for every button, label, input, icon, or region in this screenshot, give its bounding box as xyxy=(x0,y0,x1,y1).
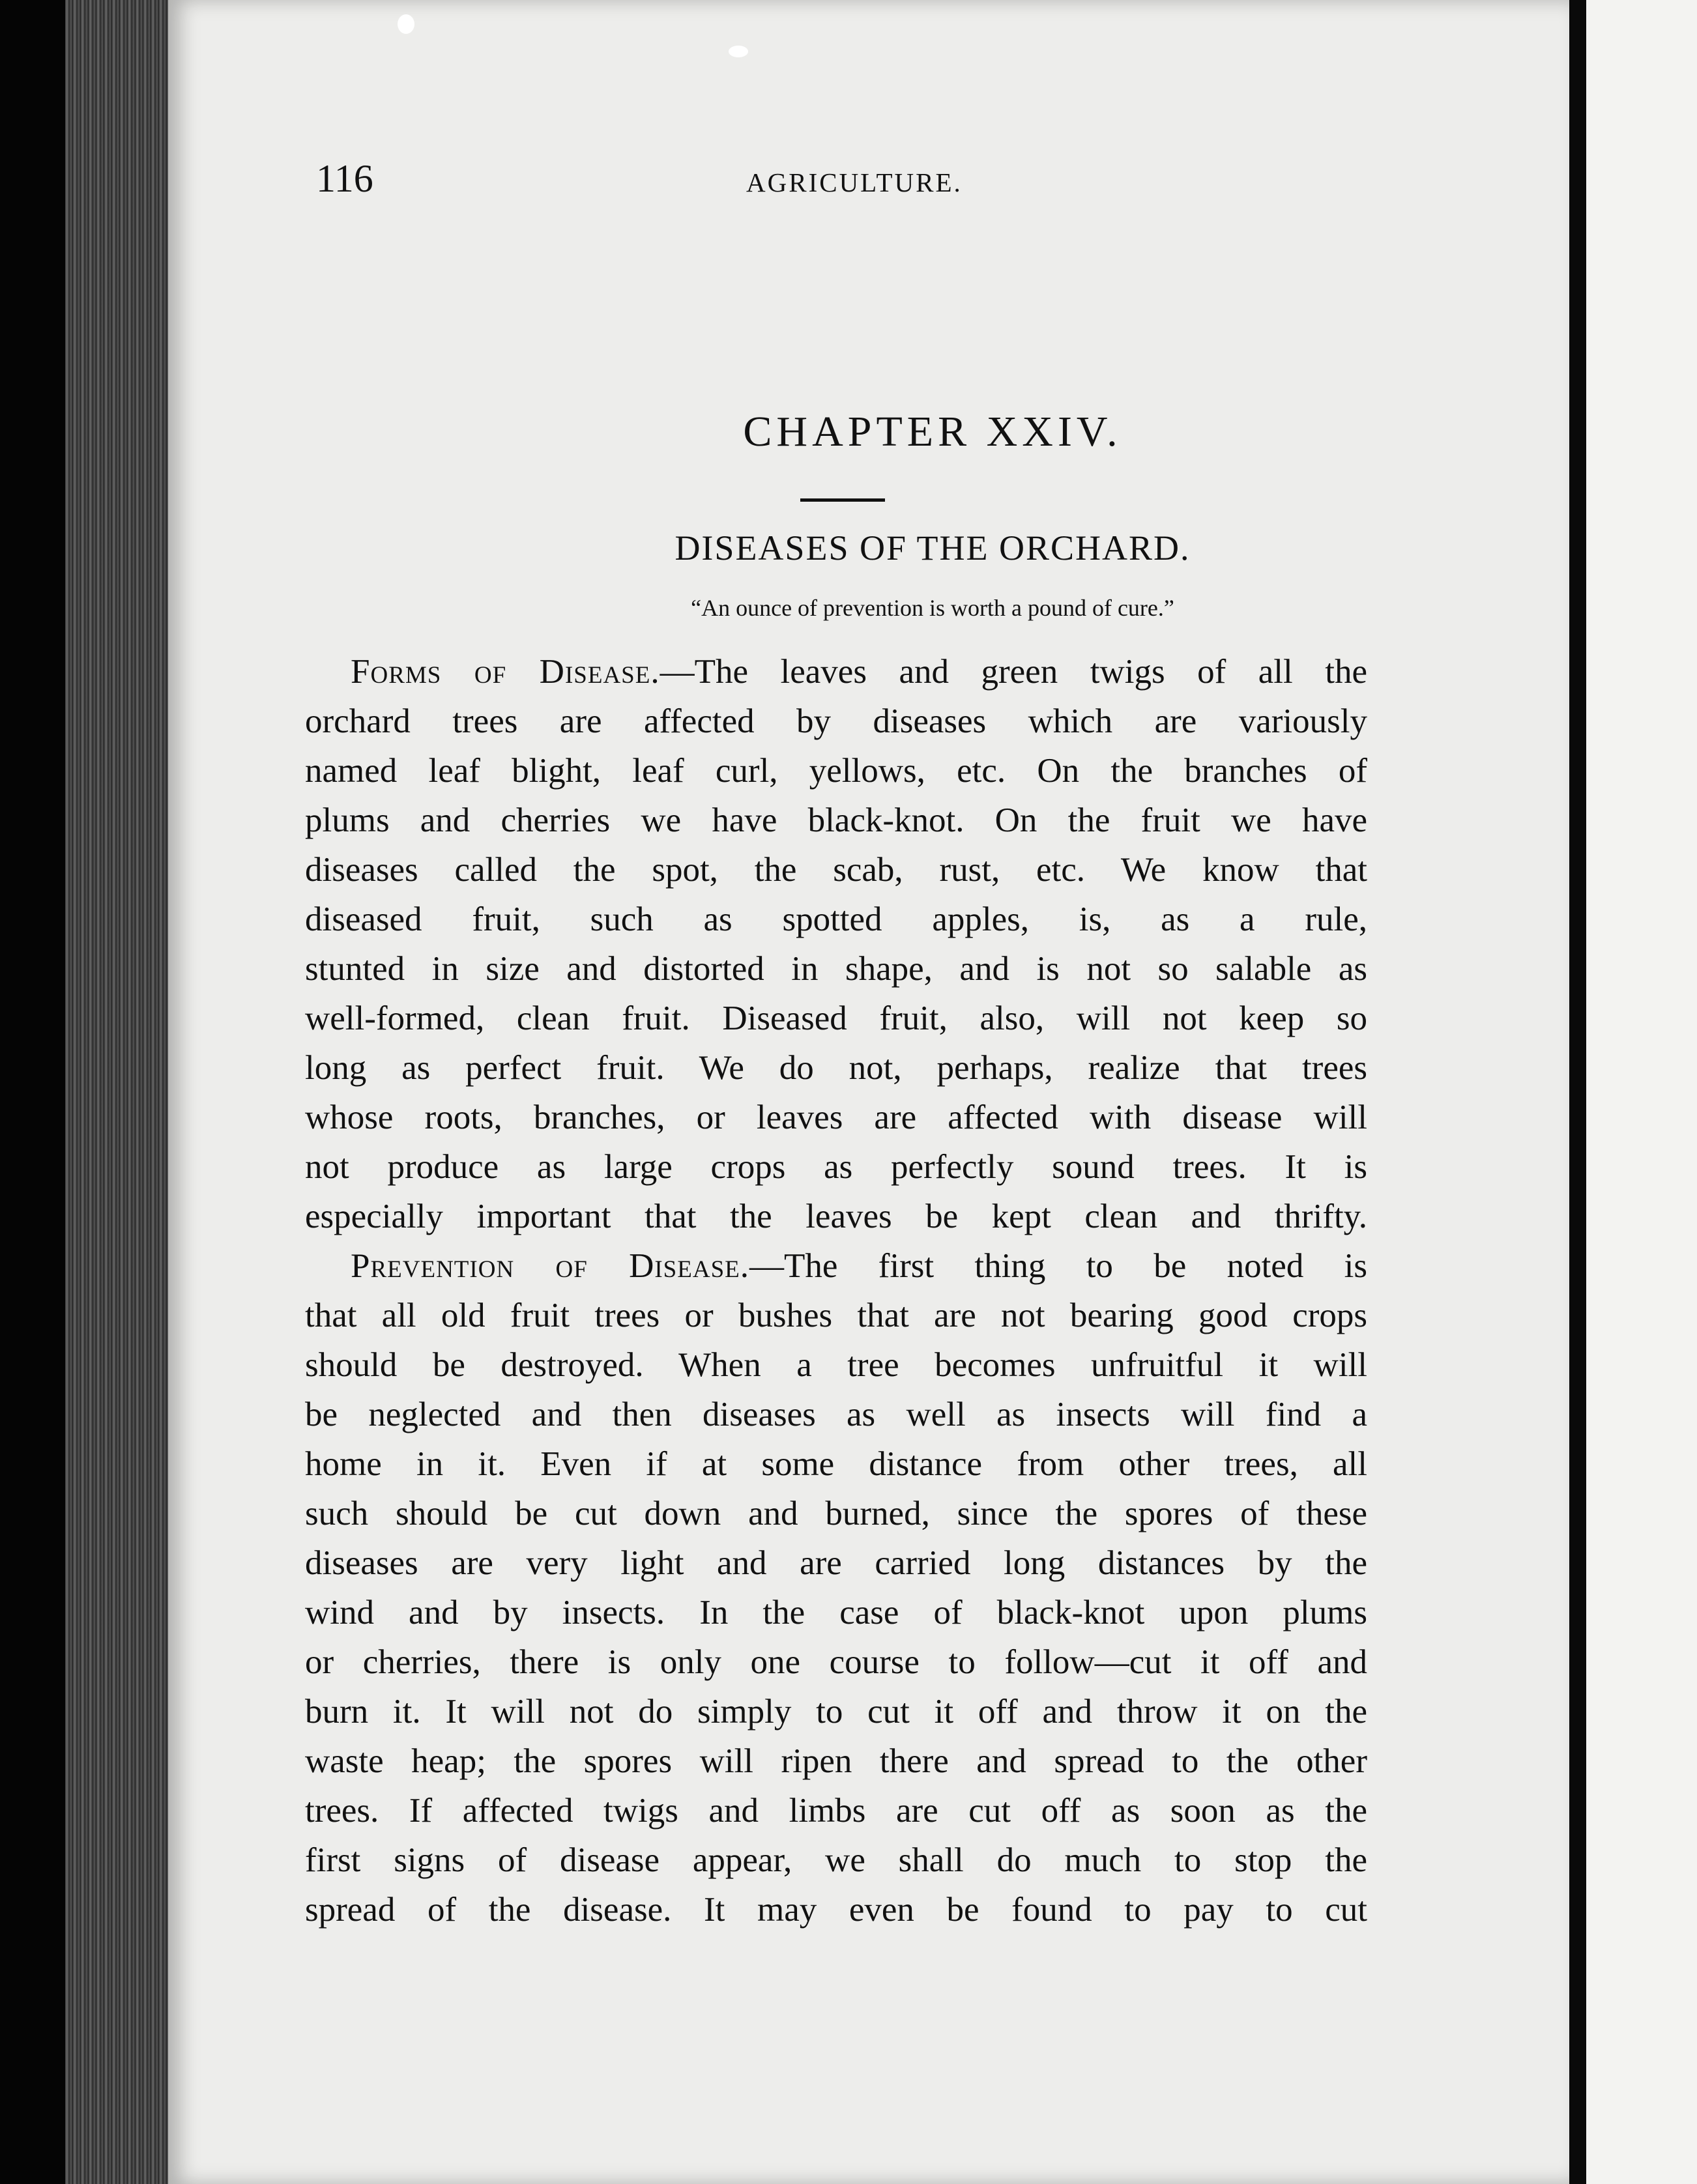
text-line xyxy=(305,1241,1367,1291)
text-line: diseases called the spot, the scab, rust, etc. We know that xyxy=(305,851,1367,889)
page-number: 116 xyxy=(316,157,373,200)
scan-speck xyxy=(398,14,414,34)
paragraph-heading: Prevention of Disease. xyxy=(351,1247,750,1285)
epigraph: “An ounce of prevention is worth a pound of cure.” xyxy=(691,595,1174,621)
title-rule xyxy=(800,498,885,502)
text-line: should be destroyed. When a tree becomes unfruitful it will xyxy=(305,1346,1367,1384)
text-line: stunted in size and distorted in shape, and is not so salable as xyxy=(305,950,1367,988)
text-line: be neglected and then diseases as well as insects will find a xyxy=(305,1396,1367,1433)
text-line: burn it. It will not do simply to cut it off and throw it on the xyxy=(305,1693,1367,1731)
line-text: —The first thing to be noted is xyxy=(749,1247,1367,1285)
text-line: orchard trees are affected by diseases which are variously xyxy=(305,702,1367,740)
text-line: named leaf blight, leaf curl, yellows, etc. On the branches of xyxy=(305,752,1367,790)
text-line: that all old fruit trees or bushes that are not bearing good crops xyxy=(305,1297,1367,1334)
adjacent-page-edge xyxy=(1586,0,1697,2184)
text-line: or cherries, there is only one course to follow—cut it off and xyxy=(305,1643,1367,1681)
text-line: long as perfect fruit. We do not, perhaps, realize that trees xyxy=(305,1049,1367,1087)
running-title: AGRICULTURE. xyxy=(746,167,963,197)
paragraph-prevention-of-disease xyxy=(305,1241,1367,1934)
text-line: waste heap; the spores will ripen there and spread to the other xyxy=(305,1742,1367,1780)
paragraph-heading: Forms of Disease. xyxy=(351,653,660,691)
section-title: DISEASES OF THE ORCHARD. xyxy=(674,528,1191,568)
chapter-title: CHAPTER XXIV. xyxy=(743,408,1122,455)
text-line: home in it. Even if at some distance from other trees, all xyxy=(305,1445,1367,1483)
page-edge-stack xyxy=(65,0,169,2184)
text-line: especially important that the leaves be kept clean and thrifty. xyxy=(305,1198,1367,1235)
text-line: trees. If affected twigs and limbs are cut off as soon as the xyxy=(305,1792,1367,1830)
text-line: plums and cherries we have black-knot. On the fruit we have xyxy=(305,801,1367,839)
body-text xyxy=(305,647,1367,1934)
text-line xyxy=(305,647,1367,697)
running-head xyxy=(316,156,1375,208)
text-line: such should be cut down and burned, since the spores of these xyxy=(305,1495,1367,1532)
text-line: diseased fruit, such as spotted apples, is, as a rule, xyxy=(305,900,1367,938)
text-line: diseases are very light and are carried long distances by the xyxy=(305,1544,1367,1582)
text-line: not produce as large crops as perfectly sound trees. It is xyxy=(305,1148,1367,1186)
text-line: wind and by insects. In the case of black-knot upon plums xyxy=(305,1594,1367,1631)
scan-speck xyxy=(729,46,748,57)
paragraph-forms-of-disease xyxy=(305,647,1367,1241)
gutter-shadow xyxy=(1569,0,1586,2184)
text-line: spread of the disease. It may even be found to pay to cut xyxy=(305,1891,1367,1929)
text-line: first signs of disease appear, we shall do much to stop the xyxy=(305,1841,1367,1879)
line-text: —The leaves and green twigs of all the xyxy=(660,653,1367,691)
text-line: well-formed, clean fruit. Diseased fruit, also, will not keep so xyxy=(305,999,1367,1037)
text-line: whose roots, branches, or leaves are affected with disease will xyxy=(305,1099,1367,1136)
